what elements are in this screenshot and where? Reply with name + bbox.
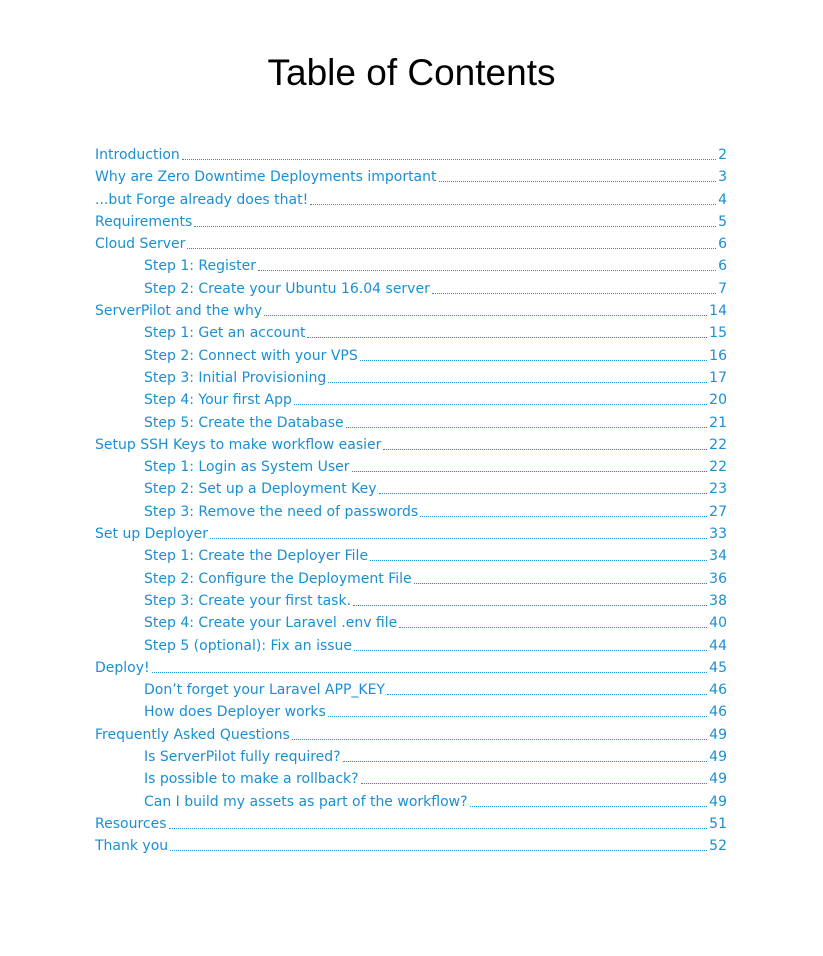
toc-entry[interactable]	[95, 211, 727, 233]
toc-entry-label: Step 2: Create your Ubuntu 16.04 server	[144, 280, 430, 297]
toc-entry[interactable]	[95, 322, 727, 344]
toc-dot-leader	[379, 492, 708, 494]
toc-dot-leader	[439, 180, 717, 182]
toc-entry[interactable]	[95, 701, 727, 723]
toc-dot-leader	[399, 626, 707, 628]
toc-entry-label: Step 1: Create the Deployer File	[144, 548, 369, 565]
toc-entry-label: Is ServerPilot fully required?	[144, 749, 341, 766]
toc-dot-leader	[307, 336, 707, 338]
toc-entry-label: Frequently Asked Questions	[95, 726, 290, 743]
toc-entry[interactable]	[95, 434, 727, 456]
toc-entry[interactable]	[95, 345, 727, 367]
toc-entry-page-number: 34	[709, 548, 727, 565]
toc-dot-leader	[264, 314, 707, 316]
toc-dot-leader	[210, 537, 707, 539]
toc-entry-page-number: 5	[718, 213, 727, 230]
toc-dot-leader	[360, 359, 707, 361]
toc-entry[interactable]	[95, 679, 727, 701]
toc-dot-leader	[294, 403, 707, 405]
toc-entry-label: Setup SSH Keys to make workflow easier	[95, 436, 382, 453]
toc-entry-page-number: 6	[718, 236, 727, 253]
toc-entry-page-number: 52	[709, 838, 727, 855]
toc-dot-leader	[354, 649, 707, 651]
toc-entry-label: Introduction	[95, 147, 180, 163]
toc-dot-leader	[343, 760, 708, 762]
toc-entry-page-number: 51	[709, 815, 727, 832]
toc-dot-leader	[383, 448, 707, 450]
toc-entry-label: Step 2: Configure the Deployment File	[144, 570, 412, 587]
toc-dot-leader	[182, 158, 716, 160]
toc-dot-leader	[432, 292, 716, 294]
toc-entry-page-number: 20	[709, 392, 727, 409]
toc-entry[interactable]	[95, 501, 727, 523]
toc-entry[interactable]	[95, 813, 727, 835]
toc-dot-leader	[328, 381, 707, 383]
toc-entry-label: Step 1: Get an account	[144, 325, 306, 342]
toc-entry-label: Why are Zero Downtime Deployments important	[95, 169, 437, 186]
toc-entry-label: Step 5 (optional): Fix an issue	[144, 637, 353, 654]
toc-entry-page-number: 7	[718, 280, 727, 297]
toc-entry[interactable]	[95, 456, 727, 478]
toc-dot-leader	[387, 693, 707, 695]
toc-dot-leader	[258, 269, 716, 271]
toc-entry-label: Step 1: Register	[144, 258, 257, 275]
page-title: Table of Contents	[267, 52, 556, 93]
toc-entry[interactable]	[95, 389, 727, 411]
toc-entry[interactable]	[95, 144, 727, 166]
toc-entry[interactable]	[95, 189, 727, 211]
toc-entry[interactable]	[95, 255, 727, 277]
toc-dot-leader	[328, 715, 707, 717]
toc-entry-label: Resources	[95, 815, 167, 832]
toc-entry[interactable]	[95, 233, 727, 255]
toc-entry-label: Thank you	[95, 838, 169, 855]
toc-entry-label: Step 2: Set up a Deployment Key	[144, 481, 377, 498]
toc-dot-leader	[194, 225, 716, 227]
toc-entry-page-number: 36	[709, 570, 727, 587]
toc-entry-page-number: 46	[709, 704, 727, 721]
toc-entry[interactable]	[95, 791, 727, 813]
toc-entry[interactable]	[95, 412, 727, 434]
toc-entry-page-number: 6	[718, 258, 727, 275]
toc-entry-label: Cloud Server	[95, 236, 186, 253]
toc-entry[interactable]	[95, 278, 727, 300]
toc-entry[interactable]	[95, 635, 727, 657]
toc-entry[interactable]	[95, 367, 727, 389]
toc-entry[interactable]	[95, 612, 727, 634]
toc-entry[interactable]	[95, 657, 727, 679]
toc-dot-leader	[352, 470, 708, 472]
toc-entry-label: How does Deployer works	[144, 704, 326, 721]
toc-entry-page-number: 46	[709, 682, 727, 699]
toc-entry-page-number: 4	[718, 191, 727, 208]
toc-entry-label: Step 5: Create the Database	[144, 414, 344, 431]
toc-entry-label: Requirements	[95, 213, 193, 230]
toc-dot-leader	[470, 805, 708, 807]
toc-entry-page-number: 2	[718, 147, 727, 163]
toc-entry-label: Step 4: Your first App	[144, 392, 292, 409]
toc-dot-leader	[310, 203, 716, 205]
toc-entry-page-number: 44	[709, 637, 727, 654]
toc-entry[interactable]	[95, 835, 727, 857]
toc-entry[interactable]	[95, 300, 727, 322]
toc-entry-label: ...but Forge already does that!	[95, 191, 309, 208]
toc-entry[interactable]	[95, 478, 727, 500]
toc-entry-label: Set up Deployer	[95, 526, 209, 543]
toc-entry-page-number: 33	[709, 526, 727, 543]
toc-entry-label: Don’t forget your Laravel APP_KEY	[144, 682, 385, 699]
toc-dot-leader	[169, 827, 708, 829]
toc-entry-page-number: 49	[709, 726, 727, 743]
toc-entry-page-number: 14	[709, 303, 727, 320]
toc-dot-leader	[370, 559, 707, 561]
toc-entry[interactable]	[95, 746, 727, 768]
toc-entry-page-number: 49	[709, 793, 727, 810]
toc-dot-leader	[170, 849, 707, 851]
toc-entry-page-number: 15	[709, 325, 727, 342]
toc-entry[interactable]	[95, 768, 727, 790]
table-of-contents	[95, 144, 727, 858]
toc-dot-leader	[420, 515, 707, 517]
toc-entry-page-number: 27	[709, 503, 727, 520]
toc-dot-leader	[361, 782, 708, 784]
toc-entry-page-number: 16	[709, 347, 727, 364]
toc-entry-page-number: 23	[709, 481, 727, 498]
toc-dot-leader	[353, 604, 707, 606]
toc-entry-page-number: 3	[718, 169, 727, 186]
toc-entry-label: ServerPilot and the why	[95, 303, 263, 320]
toc-dot-leader	[292, 738, 707, 740]
toc-entry-page-number: 45	[709, 659, 727, 676]
toc-entry-page-number: 22	[709, 436, 727, 453]
toc-dot-leader	[152, 671, 708, 673]
toc-entry-page-number: 40	[709, 615, 727, 632]
toc-entry-page-number: 38	[709, 592, 727, 609]
toc-entry-page-number: 49	[709, 749, 727, 766]
toc-entry-label: Is possible to make a rollback?	[144, 771, 359, 788]
toc-entry-label: Step 4: Create your Laravel .env file	[144, 615, 398, 632]
toc-entry-page-number: 49	[709, 771, 727, 788]
toc-entry-label: Step 3: Remove the need of passwords	[144, 503, 419, 520]
toc-dot-leader	[187, 247, 716, 249]
toc-entry-label: Step 3: Create your first task.	[144, 592, 352, 609]
toc-entry[interactable]	[95, 590, 727, 612]
toc-entry[interactable]	[95, 523, 727, 545]
toc-entry-label: Step 1: Login as System User	[144, 459, 350, 476]
toc-entry[interactable]	[95, 166, 727, 188]
toc-entry-label: Can I build my assets as part of the workflow?	[144, 793, 468, 810]
toc-entry[interactable]	[95, 568, 727, 590]
toc-entry[interactable]	[95, 724, 727, 746]
toc-entry-page-number: 17	[709, 369, 727, 386]
toc-entry-label: Deploy!	[95, 659, 150, 676]
toc-entry-page-number: 22	[709, 459, 727, 476]
toc-dot-leader	[414, 582, 708, 584]
toc-entry[interactable]	[95, 545, 727, 567]
toc-entry-page-number: 21	[709, 414, 727, 431]
toc-entry-label: Step 3: Initial Provisioning	[144, 369, 327, 386]
toc-dot-leader	[346, 426, 708, 428]
toc-entry-label: Step 2: Connect with your VPS	[144, 347, 358, 364]
